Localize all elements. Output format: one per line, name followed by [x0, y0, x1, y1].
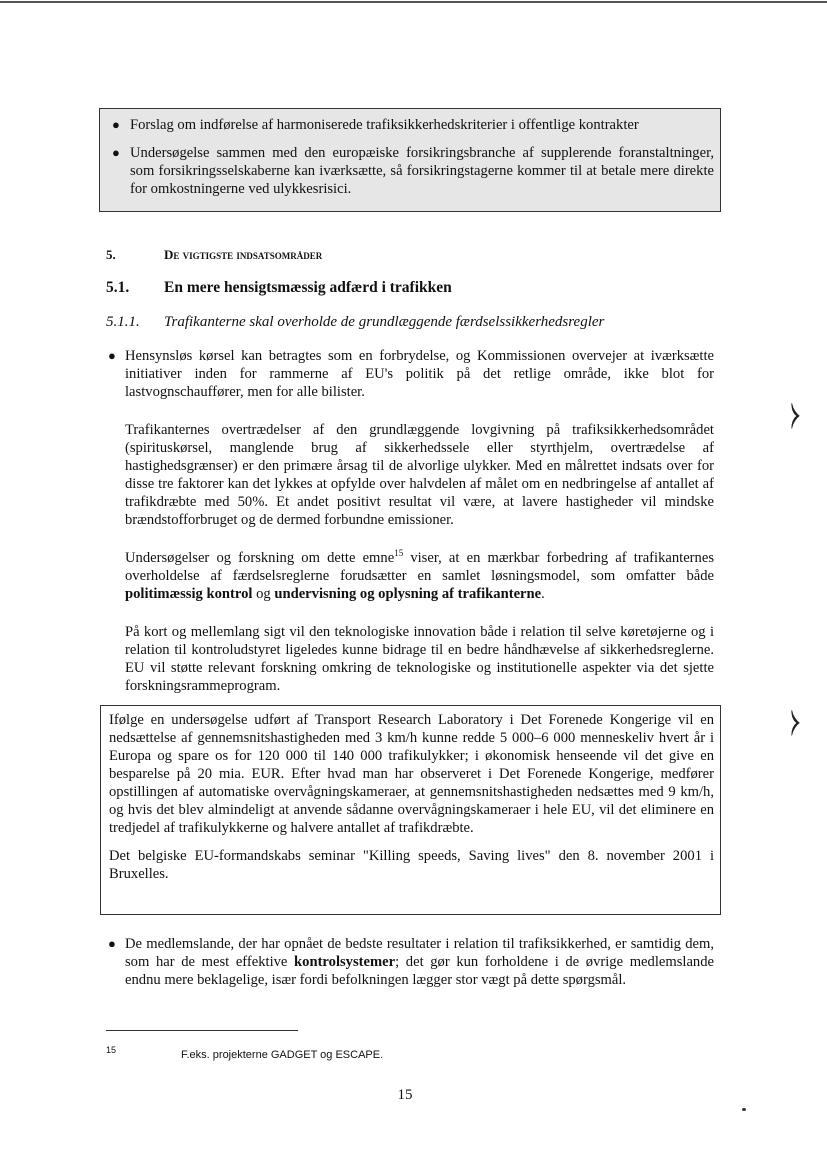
section-number: 5.1. — [106, 279, 130, 296]
footnote-text: F.eks. projekterne GADGET og ESCAPE. — [181, 1049, 384, 1061]
paragraph-violations: Trafikanternes overtrædelser af den grundlæggende lovgivning på trafiksikkerhedsområdet (spirituskørsel, manglende brug af sikkerhedssele eller styrthjelm, overtrædelse af hastighedsgrænser) er den primære årsag til de alvorlige ulykker. Med en målrettet indsats over for disse tre faktorer kan det lykkes at opfylde over halvdelen af målet om en nedbringelse af antallet af trafikdræbte med 50%. Et andet positivt resultat vil være, at lavere hastigheder vil mindske brændstofforbruget og de dermed forbundne emissioner. — [125, 422, 714, 528]
box-bullet-insurance — [108, 144, 714, 198]
seminar-reference: Det belgiske EU-formandskabs seminar "Killing speeds, Saving lives" den 8. november 2001 i Bruxelles. — [109, 848, 714, 882]
emphasis-police-control: politimæssig kontrol — [125, 586, 253, 602]
section-title: En mere hensigtsmæssig adfærd i trafikken — [164, 279, 452, 296]
binder-hole-mark-icon: ⧽ — [790, 396, 801, 431]
top-edge-line — [0, 1, 827, 3]
section-title: De vigtigste indsatsområder — [164, 247, 323, 262]
box-bullet-text: Undersøgelse sammen med den europæiske forsikringsbranche af supplerende foranstaltninger, som forsikringsselskaberne kan iværksætte, så forsikringstagerne kommer til at betale mere direkte for omkostningerne ved ulykkesrisici. — [130, 145, 714, 197]
page-number: 15 — [397, 1087, 413, 1103]
binder-hole-mark-icon: ⧽ — [790, 703, 801, 738]
section-title: Trafikanterne skal overholde de grundlæggende færdselssikkerhedsregler — [164, 314, 605, 330]
bullet-dot: ● — [108, 348, 116, 363]
speed-study-box — [100, 705, 721, 915]
bullet-dot: ● — [112, 145, 120, 160]
emphasis-education: undervisning og oplysning af trafikanterne — [274, 586, 542, 602]
recommendations-box — [99, 108, 721, 212]
section-number: 5.1.1. — [106, 314, 140, 330]
bullet-member-states — [106, 935, 714, 989]
emphasis-control-systems: kontrolsystemer — [294, 954, 396, 970]
bullet-dot: ● — [108, 936, 116, 951]
para-text: viser, at en mærkbar forbedring af trafikanternes overholdelse af færdselsreglerne forudsætter en samlet løsningsmodel, som omfatter både — [125, 550, 714, 584]
footnote-ref[interactable]: 15 — [394, 548, 404, 559]
footnote-separator — [106, 1030, 298, 1031]
paragraph-research — [125, 549, 714, 603]
bullet-dot: ● — [112, 117, 120, 132]
speed-study-text: Ifølge en undersøgelse udført af Transport Research Laboratory i Det Forenede Kongerige vil en nedsættelse af gennemsnitshastigheden med 3 km/h kunne redde 5 000–6 000 menneskeliv hvert år i Europa og spare os for 120 000 til 140 000 trafikulykker; i økonomisk henseende vil det give en besparelse på 20 mia. EUR. Efter hvad man har observeret i Det Forenede Kongerige, medfører opstillingen af automatiske overvågningskameraer, at gennemsnitshastigheden nedsættes med 9 km/h, og hvis det blev almindeligt at anvende sådanne overvågningskameraer i hele EU, vil det eliminere en tredjedel af trafikulykkerne og halvere antallet af trafikdræbte. — [109, 712, 714, 836]
bullet-text: De medlemslande, der har opnået de bedste resultater i relation til trafiksikkerhed, er samtidig dem, som har de mest effektive — [125, 936, 714, 970]
bullet-text: Hensynsløs kørsel kan betragtes som en forbrydelse, og Kommissionen overvejer at iværksætte initiativer inden for rammerne af EU's politik på det retlige område, ikke blot for lastvognschauffører, men for alle bilister. — [125, 348, 714, 400]
para-text: og — [252, 586, 275, 602]
footnote-number: 15 — [106, 1045, 117, 1055]
para-text: . — [541, 586, 545, 602]
para-text: Undersøgelser og forskning om dette emne — [125, 550, 395, 566]
section-number: 5. — [106, 247, 116, 262]
box-bullet-text: Forslag om indførelse af harmoniserede trafiksikkerhedskriterier i offentlige kontrakter — [130, 117, 639, 133]
scan-speck-icon — [742, 1108, 746, 1111]
bullet-reckless-driving — [106, 347, 714, 401]
bullet-text: ; det gør kun forholdene i de øvrige medlemslande endnu mere beklagelige, især fordi befolkningen lægger stor vægt på dette spørgsmål. — [125, 954, 714, 988]
box-bullet-contracts — [108, 116, 714, 134]
paragraph-innovation: På kort og mellemlang sigt vil den teknologiske innovation både i relation til selve køretøjerne og i relation til kontroludstyret ligeledes kunne bidrage til en bedre håndhævelse af sikkerhedsreglerne. EU vil støtte relevant forskning omkring de teknologiske og institutionelle aspekter via det sjette forskningsrammeprogram. — [125, 624, 714, 694]
